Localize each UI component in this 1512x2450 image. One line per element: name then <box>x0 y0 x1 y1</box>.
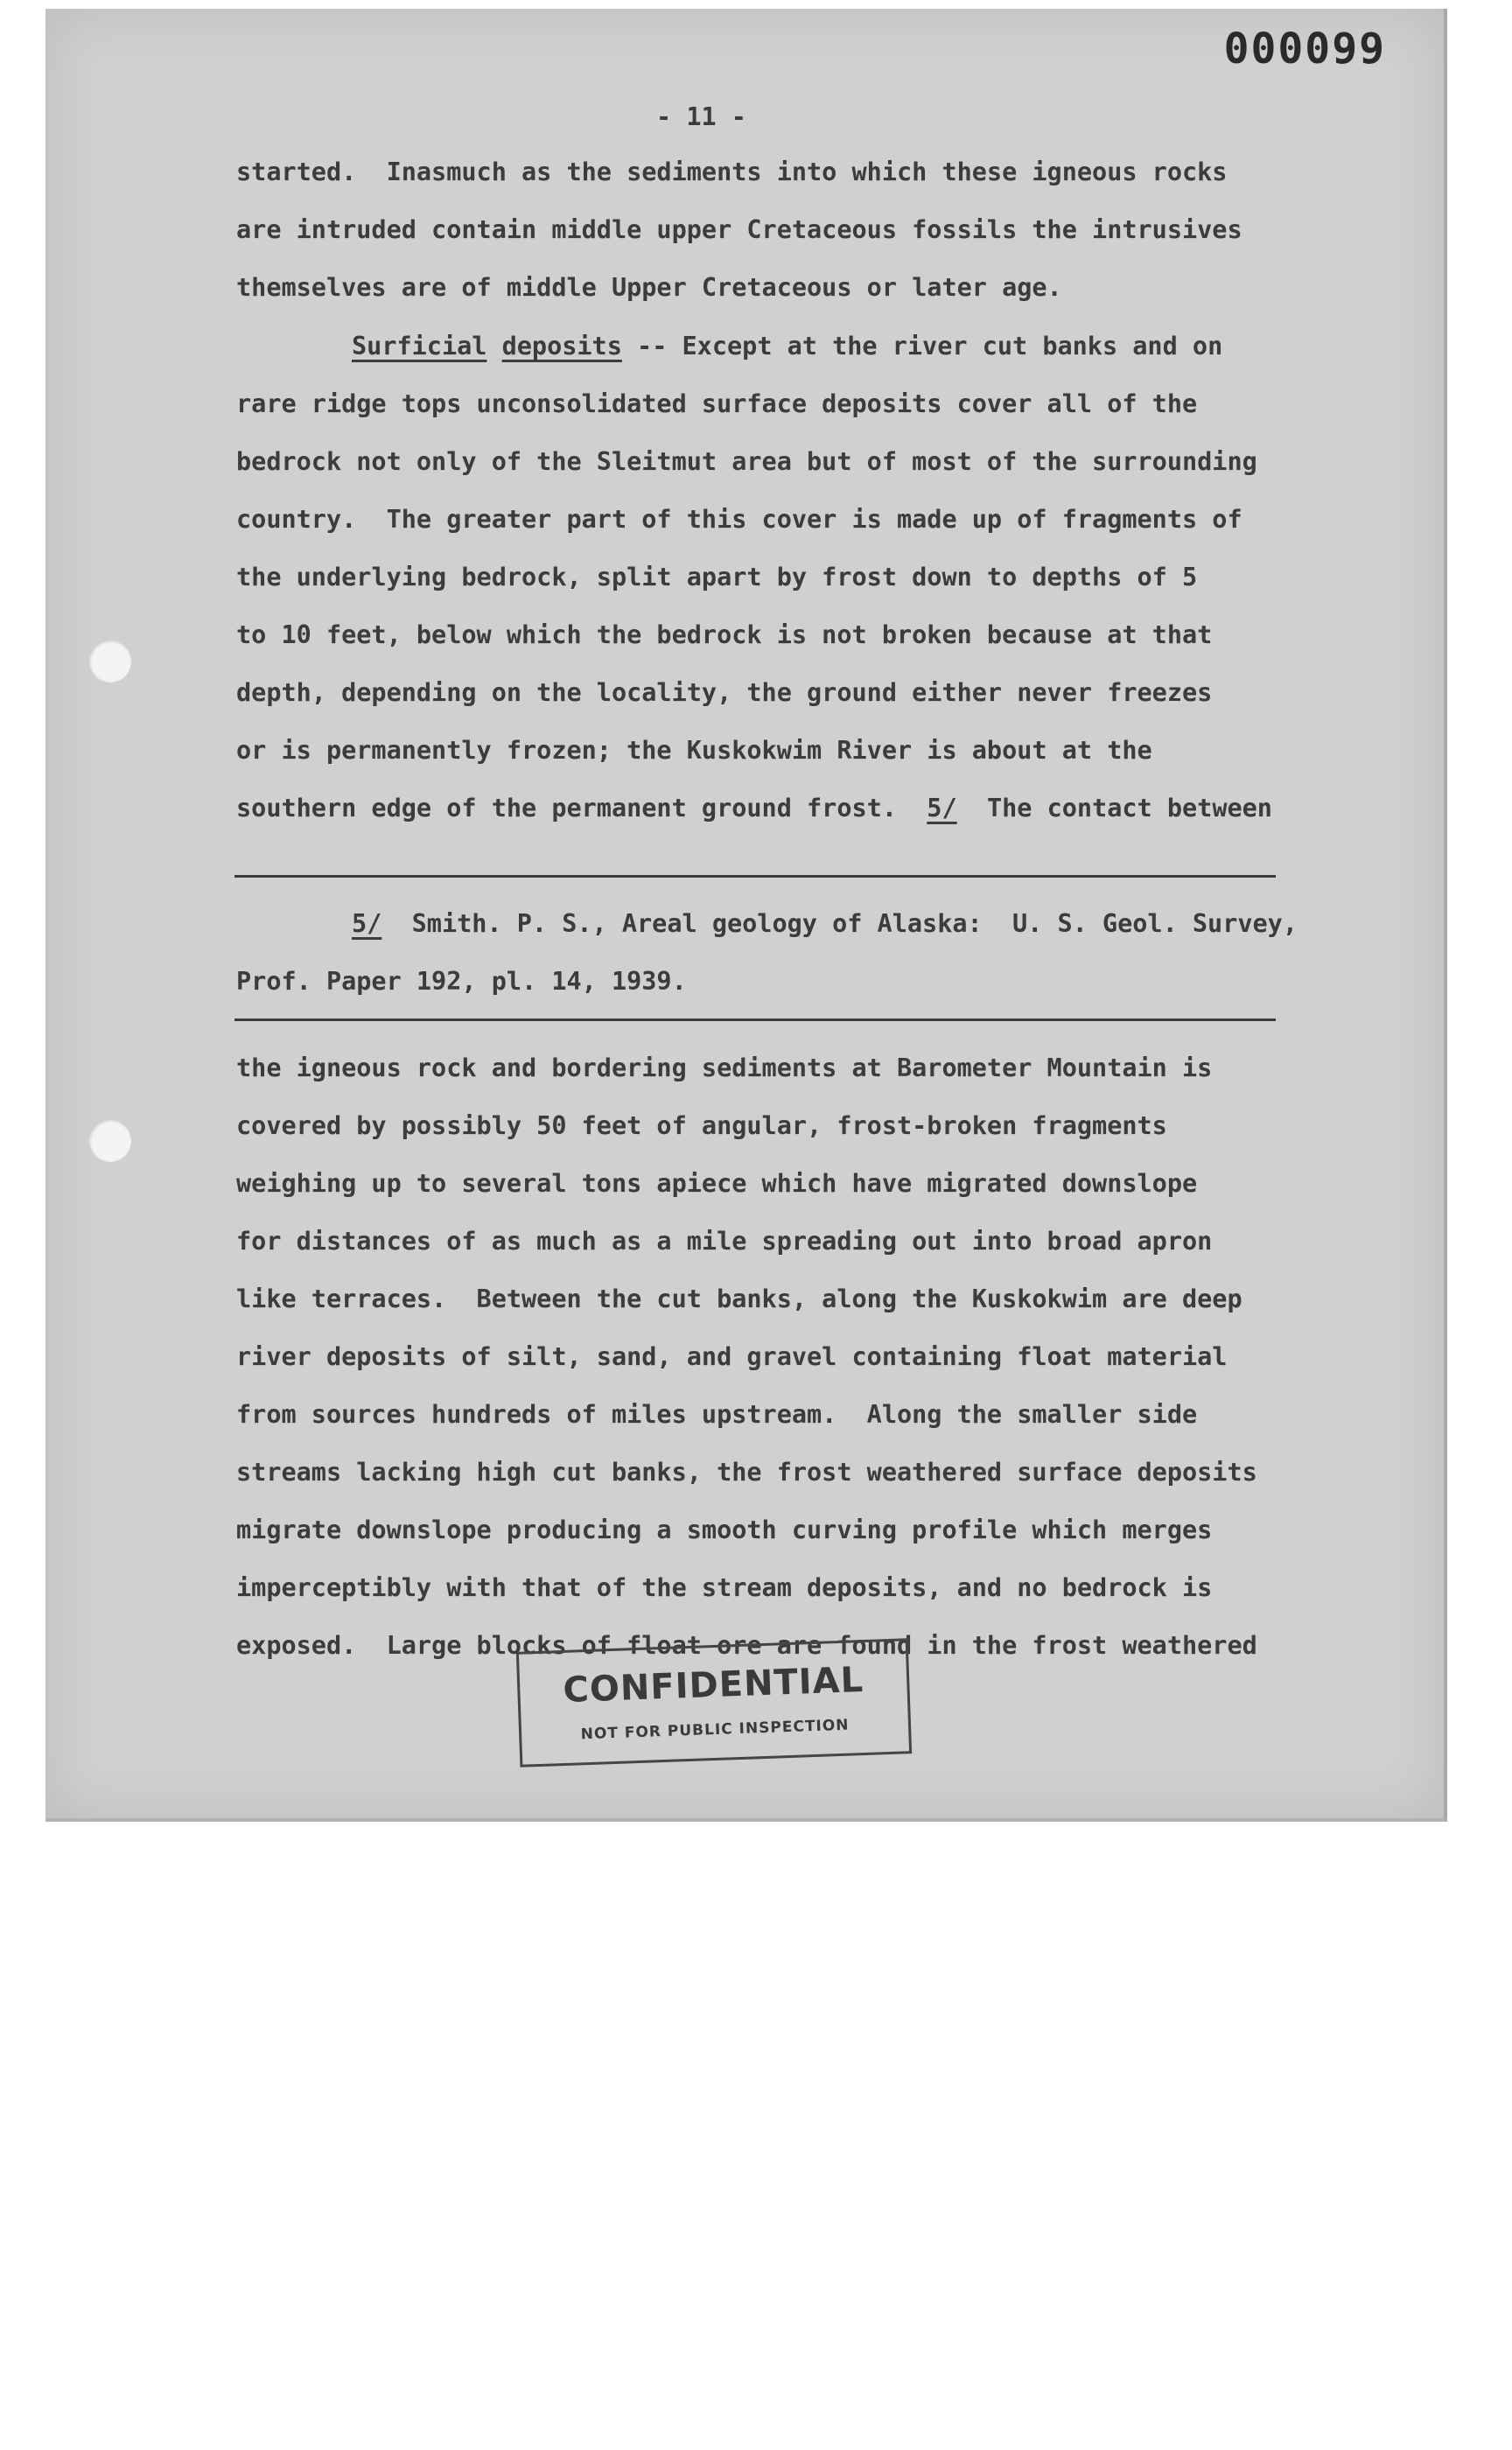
footnote-reference: 5/ <box>927 794 957 822</box>
body-line: the igneous rock and bordering sediments at Barometer Mountain is <box>236 1054 1213 1082</box>
body-line: the underlying bedrock, split apart by frost down to depths of 5 <box>236 563 1198 592</box>
stamp-title: CONFIDENTIAL <box>562 1660 864 1711</box>
body-line: are intruded contain middle upper Cretaceous fossils the intrusives <box>236 215 1242 244</box>
page-number: - 11 - <box>656 102 746 131</box>
section-heading-rest: -- Except at the river cut banks and on <box>621 332 1223 360</box>
document-number: 000099 <box>1223 24 1386 74</box>
body-line-with-footnote-ref <box>236 796 1272 822</box>
body-line: themselves are of middle Upper Cretaceous or later age. <box>236 273 1062 302</box>
body-line: rare ridge tops unconsolidated surface deposits cover all of the <box>236 389 1198 418</box>
body-line: weighing up to several tons apiece which have migrated downslope <box>236 1169 1198 1198</box>
body-line: river deposits of silt, sand, and gravel containing float material <box>236 1342 1228 1371</box>
footnote-text: Smith. P. S., Areal geology of Alaska: U. S. Geol. Survey, <box>382 909 1298 938</box>
body-line: depth, depending on the locality, the ground either never freezes <box>236 678 1213 707</box>
section-heading-line <box>352 334 1222 360</box>
body-line: from sources hundreds of miles upstream. Along the smaller side <box>236 1400 1198 1429</box>
body-line: country. The greater part of this cover is made up of fragments of <box>236 505 1242 534</box>
footnote-rule-top <box>234 875 1276 878</box>
footnote-rule-bottom <box>234 1018 1276 1021</box>
footnote-marker: 5/ <box>352 909 382 938</box>
body-line: for distances of as much as a mile spreading out into broad apron <box>236 1227 1213 1256</box>
section-heading-word: Surficial <box>352 332 487 360</box>
punch-hole <box>89 640 131 682</box>
stamp-subtitle: NOT FOR PUBLIC INSPECTION <box>580 1716 850 1744</box>
body-line: to 10 feet, below which the bedrock is not broken because at that <box>236 620 1213 649</box>
punch-hole <box>89 1120 131 1162</box>
body-line: migrate downslope producing a smooth curving profile which merges <box>236 1516 1213 1544</box>
body-line: bedrock not only of the Sleitmut area but of most of the surrounding <box>236 447 1257 476</box>
footnote-line: Prof. Paper 192, pl. 14, 1939. <box>236 967 687 996</box>
confidential-stamp <box>516 1638 912 1768</box>
body-line-text: southern edge of the permanent ground frost. <box>236 794 928 822</box>
body-line: imperceptibly with that of the stream deposits, and no bedrock is <box>236 1573 1213 1602</box>
body-line: streams lacking high cut banks, the frost weathered surface deposits <box>236 1458 1257 1487</box>
body-line: started. Inasmuch as the sediments into which these igneous rocks <box>236 158 1228 186</box>
body-line: exposed. Large blocks of float ore are found in the frost weathered <box>236 1631 1257 1660</box>
body-line-text: The contact between <box>956 794 1272 822</box>
body-line: covered by possibly 50 feet of angular, frost-broken fragments <box>236 1111 1167 1140</box>
section-heading-word: deposits <box>501 332 622 360</box>
body-line: like terraces. Between the cut banks, along the Kuskokwim are deep <box>236 1284 1242 1313</box>
body-line: or is permanently frozen; the Kuskokwim River is about at the <box>236 736 1152 765</box>
footnote-line <box>352 909 1298 938</box>
